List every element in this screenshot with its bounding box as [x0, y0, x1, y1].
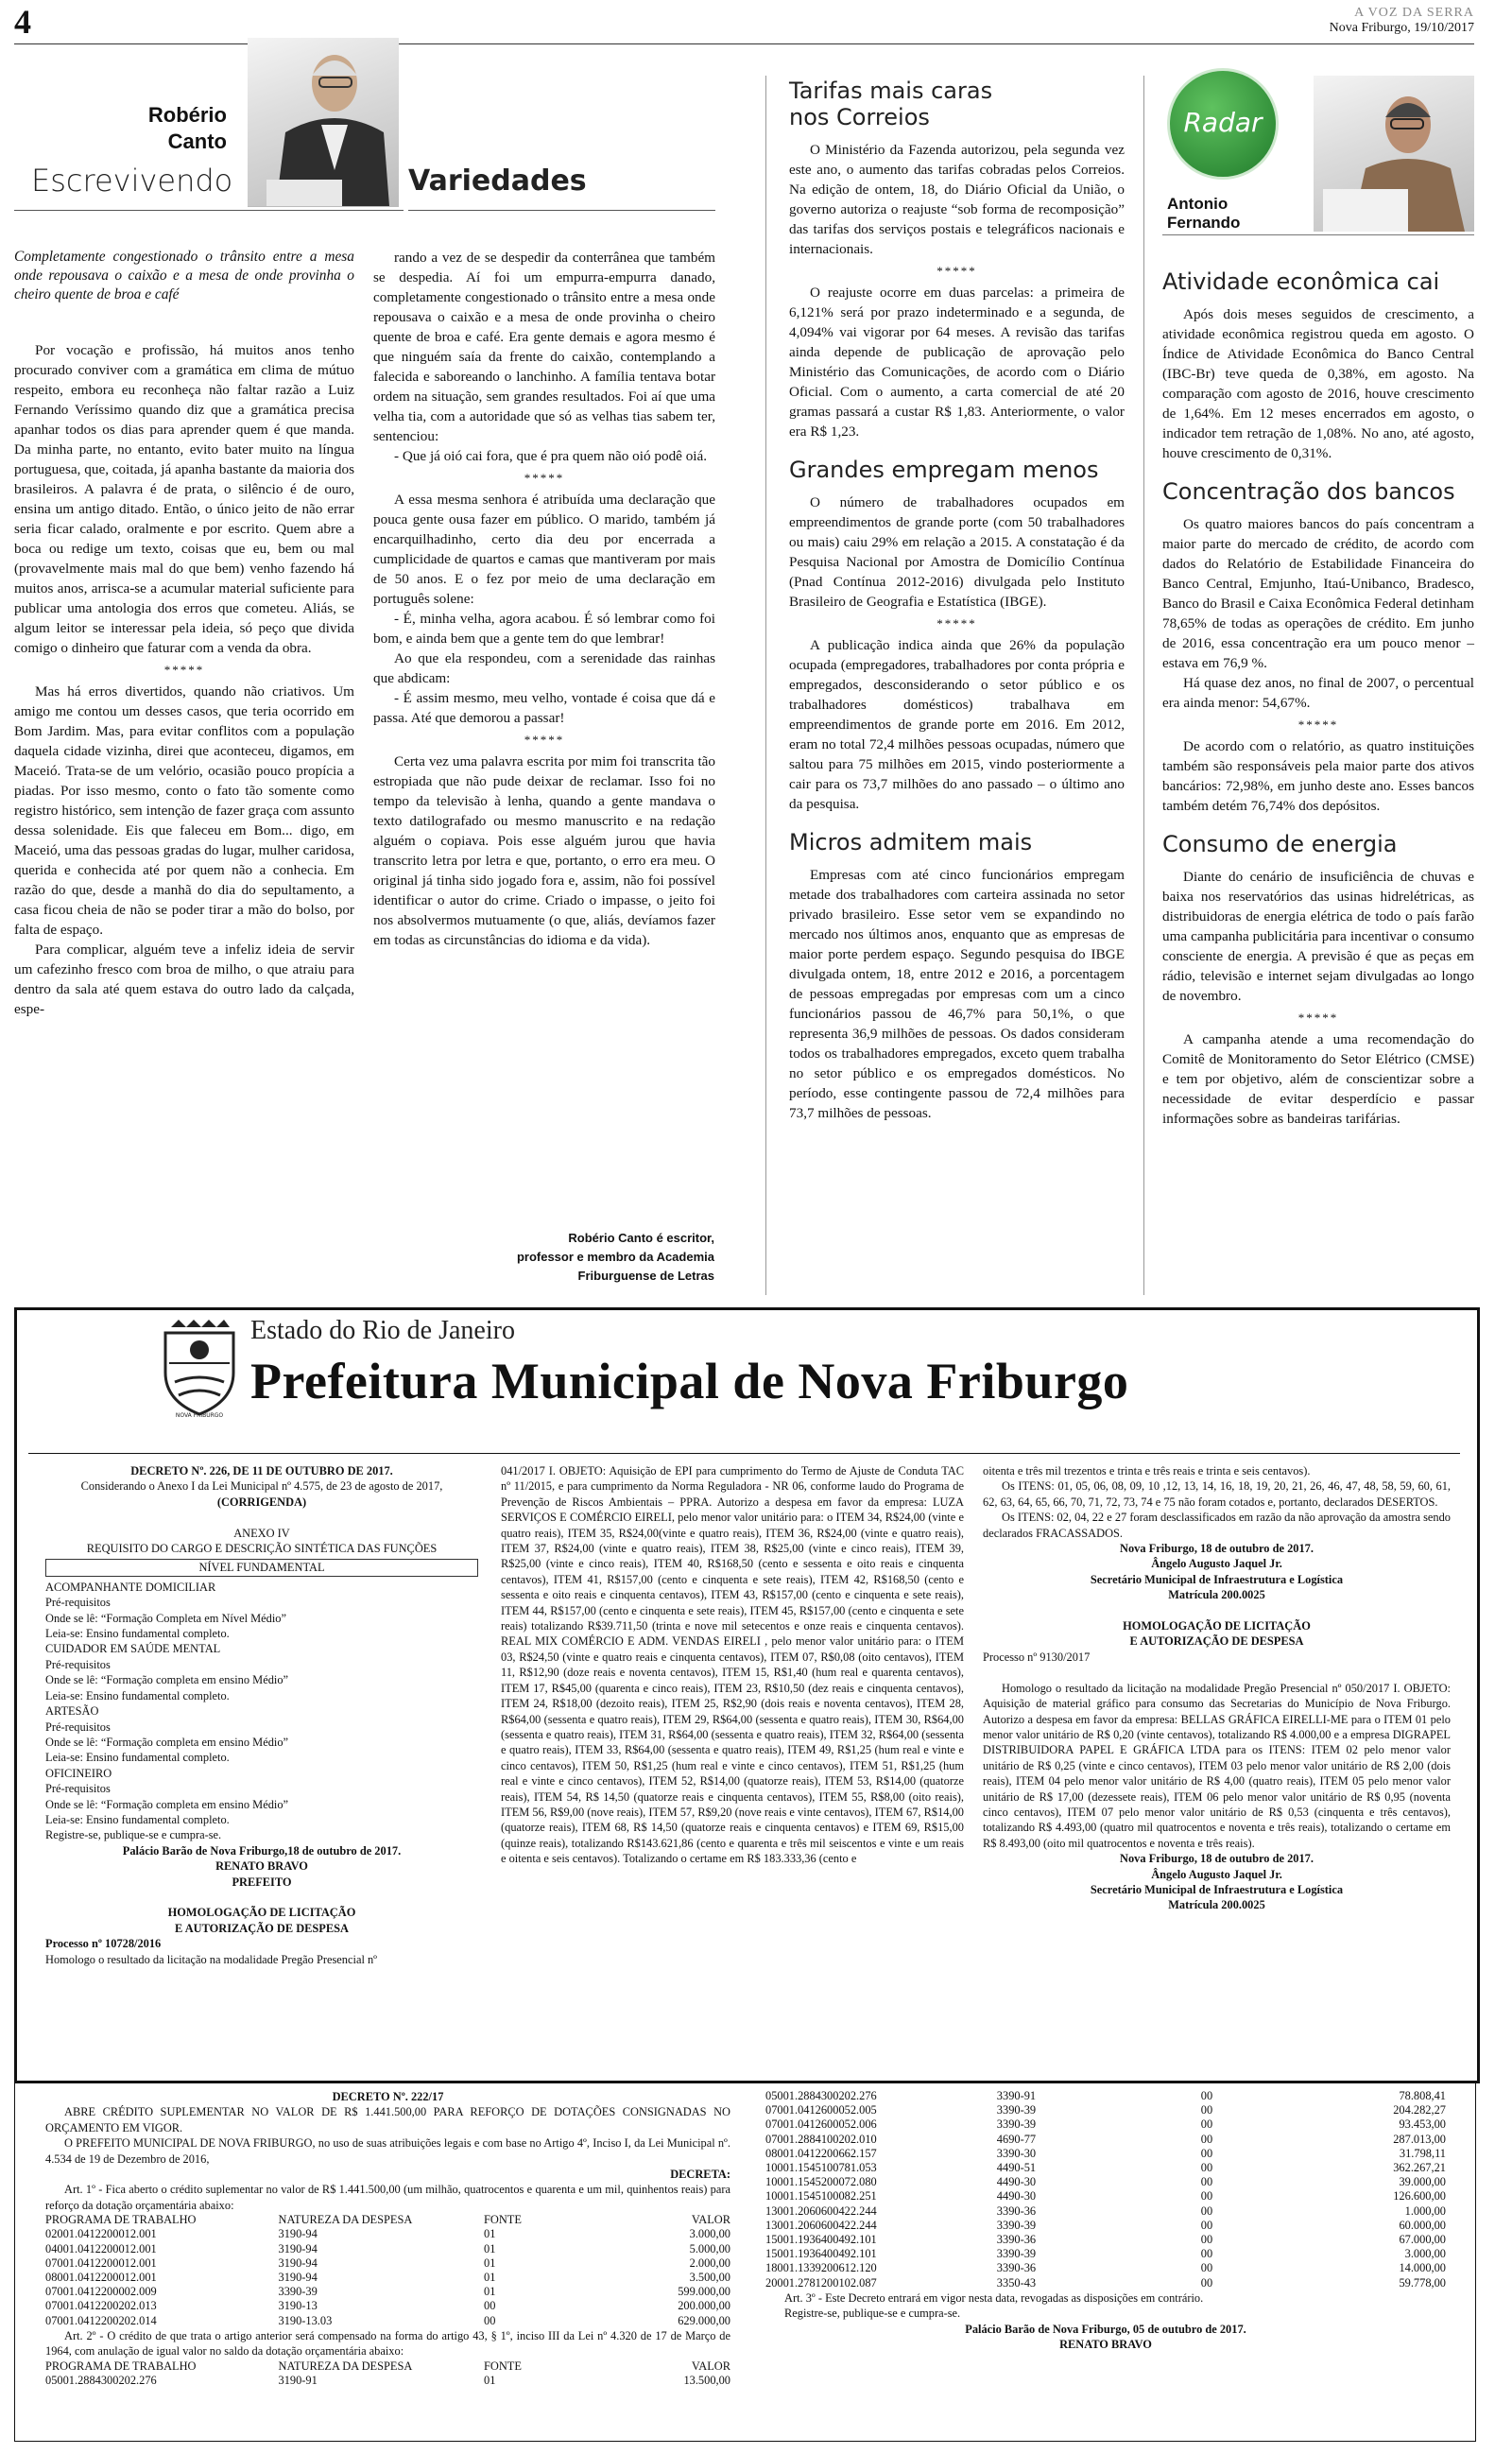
- table-cell: 00: [484, 2299, 496, 2313]
- news-body: [789, 493, 1125, 814]
- legal-line: ACOMPANHANTE DOMICILIAR: [45, 1580, 216, 1594]
- table-row: [45, 2374, 730, 2388]
- table-cell: 00: [1200, 2218, 1213, 2232]
- table-cell: 15001.1936400492.101: [765, 2247, 877, 2261]
- dotation-table: [45, 2359, 730, 2388]
- table-cell: 3390-30: [996, 2146, 1037, 2160]
- table-row: [765, 2233, 1446, 2247]
- table-cell: 01: [484, 2373, 496, 2387]
- table-cell: 10001.1545100082.251: [765, 2189, 877, 2203]
- table-header-cell: VALOR: [691, 2359, 730, 2373]
- news-body: [1162, 867, 1474, 1129]
- table-cell: 01: [484, 2241, 496, 2255]
- table-header-row: [45, 2359, 730, 2374]
- table-row: [765, 2133, 1446, 2147]
- table-row: [765, 2189, 1446, 2203]
- right-news-column: [1162, 268, 1474, 1129]
- table-row: [45, 2271, 730, 2285]
- legal-line: E AUTORIZAÇÃO DE DESPESA: [1129, 1634, 1304, 1649]
- table-row: [45, 2299, 730, 2313]
- table-row: [45, 2285, 730, 2299]
- table-cell: 10001.1545200072.080: [765, 2175, 877, 2189]
- legal-line: Ângelo Augusto Jaquel Jr.: [1151, 1557, 1282, 1571]
- legal-line: (CORRIGENDA): [216, 1495, 307, 1509]
- table-cell: 3390-36: [996, 2261, 1037, 2275]
- left-article-col2: [373, 248, 715, 950]
- legal-line: Leia-se: Ensino fundamental completo.: [45, 1751, 230, 1765]
- paragraph: - É assim mesmo, meu velho, vontade é coisa que dá e passa. Até que demorou a passar!: [373, 690, 715, 726]
- table-cell: 00: [484, 2313, 496, 2327]
- legal-line: Nova Friburgo, 18 de outubro de 2017.: [1120, 1542, 1314, 1556]
- section-stars: *****: [524, 733, 565, 747]
- table-cell: 13.500,00: [683, 2373, 730, 2387]
- table-cell: 00: [1200, 2203, 1213, 2218]
- legal-line: Registre-se, publique-se e cumpra-se.: [45, 1828, 222, 1842]
- paragraph: - É, minha velha, agora acabou. É só lembrar como foi bom, e ainda bem que a gente tem do que lembrar!: [373, 611, 715, 647]
- table-cell: 204.282,27: [1393, 2103, 1446, 2117]
- table-cell: 1.000,00: [1404, 2203, 1446, 2218]
- table-row: [765, 2247, 1446, 2261]
- legal-line: Matrícula 200.0025: [1168, 1898, 1265, 1912]
- table-header-cell: PROGRAMA DE TRABALHO: [45, 2213, 197, 2227]
- column-divider: [765, 76, 766, 1295]
- author-photo: [248, 38, 399, 207]
- decreta-label: DECRETA:: [670, 2168, 730, 2182]
- prefeitura-col-b: 041/2017 I. OBJETO: Aquisição de EPI para cumprimento do Termo de Ajuste de Conduta TAC nº 11/2015, e para cumprimento da Norma Reguladora - NR 06, conforme laudo do Programa de Prevenção de Riscos Ambientais – PPRA. Autorizo a despesa em favor da empresa: LUZA SERVIÇOS E COMÉRCIO EIRELI, pelo menor valor unitário para: o ITEM 34, R$24,00 (vinte e quatro reais), ITEM 35, R$24,00(vinte e quatro reais), ITEM 36, R$24,00 (vinte e quatro reais), ITEM 37, R$24,00 (vinte e quatro reais), ITEM 38, R$25,00 (vinte e cinco reais), ITEM 39, R$25,00 (vinte e cinco reais), ITEM 40, R$168,50 (cento e sessenta e oito reais e cinquenta centavos), ITEM 41, R$157,00 (cento e cinquenta e sete reais), ITEM 42, R$168,50 (cento e sessenta e oito reais e cinquenta centavos), ITEM 43, R$157,00 (cento e cinquenta e sete reais), ITEM 44, R$157,00 (cento e cinquenta e sete reais), ITEM 45, R$157,00 (cento e cinquenta e sete reais) totalizando R$39.711,50 (trinta e nove mil setecentos e onze reais e cinquenta centavos). REAL MIX COMÉRCIO E ADM. VENDAS EIRELI , pelo menor valor unitário para: o ITEM 03, R$24,50 (vinte e quatro reais e cinquenta centavos), ITEM 07, R$0,08 (oito centavos), ITEM 11, R$12,90 (doze reais e noventa centavos), ITEM 15, R$1,40 (hum real e quarenta centavos), ITEM 17, R$45,00 (quarenta e cinco reais), ITEM 23, R$10,50 (dez reais e cinquenta centavos), ITEM 24, R$18,00 (dezoito reais), ITEM 25, R$2,90 (dois reais e noventa centavos), ITEM 28, R$64,00 (sessenta e quatro reais), ITEM 29, R$64,00 (sessenta e quatro reais), ITEM 30, R$64,00 (sessenta e quatro reais), ITEM 31, R$64,00 (sessenta e quatro reais), ITEM 32, R$64,00 (sessenta e quatro reais), ITEM 33, R$64,00 (sessenta e quatro reais), ITEM 49, R$1,25 (hum real e vinte e cinco centavos), ITEM 50, R$1,25 (hum real e vinte e cinco centavos), ITEM 51, R$1,25 (hum real e vinte e cinco centavos), ITEM 52, R$14,00 (quatorze reais), ITEM 53, R$14,00 (quatorze reais), ITEM 54, R$ 14,50 (quatorze reais e cinquenta centavos), ITEM 55, R$8,00 (oito reais), ITEM 56, R$9,00 (nove reais), ITEM 57, R$9,20 (nove reais e vinte centavos), ITEM 67, R$14,00 (quatorze reais), ITEM 68, R$ 14,50 (quatorze reais e cinquenta centavos) e ITEM 69, R$15,00 (quinze reais), totalizando R$143.621,86 (cento e quarenta e três mil seiscentos e vinte e um reais e oitenta e seis centavos). Totalizando o certame em R$ 183.333,36 (cento e: [501, 1464, 964, 1866]
- table-cell: 4490-51: [996, 2161, 1037, 2175]
- news-body: [789, 140, 1125, 441]
- section-stars: *****: [163, 663, 205, 677]
- table-cell: 3190-94: [278, 2227, 318, 2241]
- table-row: [765, 2219, 1446, 2233]
- author-name: [113, 102, 227, 155]
- table-cell: 3190-94: [278, 2255, 318, 2270]
- legal-line: Pré-requisitos: [45, 1596, 111, 1610]
- section-stars: *****: [936, 264, 977, 278]
- table-cell: 07001.0412600052.006: [765, 2117, 877, 2132]
- table-header-cell: FONTE: [484, 2213, 522, 2227]
- table-cell: 00: [1200, 2175, 1213, 2189]
- paragraph: - Que já oió cai fora, que é pra quem não oió podê oiá.: [394, 448, 708, 464]
- legal-line: DECRETO Nº. 226, DE 11 DE OUTUBRO DE 2017.: [130, 1464, 393, 1478]
- decreto-line: ABRE CRÉDITO SUPLEMENTAR NO VALOR DE R$ 1.441.500,00 PARA REFORÇO DE DOTAÇÕES CONSIGNADAS NO ORÇAMENTO EM VIGOR.: [45, 2105, 730, 2134]
- legal-line: ARTESÃO: [45, 1704, 99, 1719]
- table-row: [45, 2227, 730, 2241]
- paragraph: De acordo com o relatório, as quatro instituições também são responsáveis pela maior parte dos ativos bancários: 72,98%, em junho deste ano. Esses bancos também detém 76,74% dos depósitos.: [1162, 738, 1474, 814]
- header-rule: [14, 43, 1474, 44]
- table-cell: 15001.1936400492.101: [765, 2233, 877, 2247]
- legal-line: HOMOLOGAÇÃO DE LICITAÇÃO: [167, 1906, 356, 1920]
- author-last: Canto: [167, 130, 227, 153]
- legal-line: Matrícula 200.0025: [1168, 1588, 1265, 1602]
- table-cell: 78.808,41: [1399, 2089, 1446, 2102]
- table-header-cell: FONTE: [484, 2359, 522, 2373]
- paragraph: Certa vez uma palavra escrita por mim foi transcrita tão estropiada que não pude deixar de reclamar. Isso foi no tempo da televisão à lenha, quando a gente mandava o texto datilografado ou mesmo manuscrito e na redação alguém o copiava. Pois esse alguém jurou que havia transcrito letra por letra e que, portanto, o erro era meu. O original já tinha sido jogado fora e, assim, não foi possível identificar o autor do crime. Criado o impasse, o jeito foi nos absolvermos mutuamente (o que, aliás, devíamos fazer em todas as circunstâncias do idioma e da vida).: [373, 753, 715, 948]
- table-cell: 00: [1200, 2275, 1213, 2290]
- table-cell: 3390-91: [996, 2089, 1037, 2102]
- paragraph: Para complicar, alguém teve a infeliz ideia de servir um cafezinho fresco com broa de milho, o que atraiu para dentro da sala até quem estava do outro lado da calçada, espe-: [14, 942, 354, 1017]
- table-cell: 3190-13.03: [278, 2313, 333, 2327]
- table-cell: 13001.2060600422.244: [765, 2218, 877, 2232]
- palace-line: Palácio Barão de Nova Friburgo, 05 de outubro de 2017.: [965, 2322, 1246, 2336]
- section-stars: *****: [524, 471, 565, 485]
- article-lead: Completamente congestionado o trânsito entre a mesa onde repousava o caixão e a mesa de onde provinha o cheiro quente de broa e café: [14, 249, 354, 302]
- paragraph: Os quatro maiores bancos do país concentram a maior parte do mercado de crédito, de acordo com dados do Relatório de Estabilidade Financeira do Banco Central, Emjunho, Itaú-Unibanco, Bradesco, Banco do Brasil e Caixa Econômica Federal detinham 78,65% de todas as operações de crédito. Em junho de 2016, essa concentração era um pouco menor – estava em 76,9 %.: [1162, 516, 1474, 671]
- legal-line: HOMOLOGAÇÃO DE LICITAÇÃO: [1123, 1619, 1311, 1633]
- table-cell: 00: [1200, 2233, 1213, 2247]
- legal-line: Ângelo Augusto Jaquel Jr.: [1151, 1867, 1282, 1881]
- legal-line: Considerando o Anexo I da Lei Municipal nº 4.575, de 23 de agosto de 2017,: [80, 1479, 443, 1494]
- legal-line: CUIDADOR EM SAÚDE MENTAL: [45, 1642, 221, 1656]
- news-title: Micros admitem mais: [789, 829, 1033, 855]
- table-cell: 00: [1200, 2247, 1213, 2261]
- title-rule: [14, 210, 404, 211]
- signer: RENATO BRAVO: [1059, 2338, 1152, 2352]
- legal-line: Nova Friburgo, 18 de outubro de 2017.: [1120, 1852, 1314, 1866]
- decreto-line: O PREFEITO MUNICIPAL DE NOVA FRIBURGO, no uso de suas atribuições legais e com base no Artigo 4º, Inciso I, da Lei Municipal nº. 4.534 de 19 de Dezembro de 2016,: [45, 2136, 730, 2166]
- table-cell: 01: [484, 2255, 496, 2270]
- legal-line: Pré-requisitos: [45, 1657, 111, 1671]
- legal-line: Leia-se: Ensino fundamental completo.: [45, 1627, 230, 1641]
- radar-author: [1167, 195, 1240, 233]
- table-cell: 3190-13: [278, 2299, 318, 2313]
- prefeitura-title: Prefeitura Municipal de Nova Friburgo: [250, 1353, 1129, 1409]
- paragraph: A campanha atende a uma recomendação do Comitê de Monitoramento do Setor Elétrico (CMSE) e tem por objetivo, além de conscientizar sobre a necessidade de evitar desperdício e passar informações sobre as bandeiras tarifárias.: [1162, 1031, 1474, 1127]
- table-row: [765, 2175, 1446, 2189]
- left-article-col1: [14, 340, 354, 1019]
- table-row: [45, 2242, 730, 2256]
- table-cell: 07001.0412200002.009: [45, 2285, 157, 2299]
- table-cell: 2.000,00: [689, 2255, 730, 2270]
- table-cell: 00: [1200, 2146, 1213, 2160]
- table-cell: 00: [1200, 2261, 1213, 2275]
- paragraph: Empresas com até cinco funcionários empregam metade dos trabalhadores com carteira assinada no setor privado brasileiro. Esse setor vem se expandindo no mercado nos últimos anos, enquanto que as empresas de maior porte perdem espaço. Segundo pesquisa do IBGE divulgada ontem, 18, entre 2012 e 2016, a porcentagem de pessoas empregadas por empresas com um a cinco funcionários passou de 46,7% para 50,1%, o que representa 36,9 milhões de pessoas. Os dados consideram todos os trabalhadores empregados, exceto quem trabalha no setor público e os empregados domésticos. No período, esse contingente passou de 72,4 milhões para 73,7 milhões de pessoas.: [789, 867, 1125, 1121]
- news-body: [1162, 304, 1474, 463]
- table-cell: 3350-43: [996, 2275, 1037, 2290]
- paragraph: Ao que ela respondeu, com a serenidade das rainhas que abdicam:: [373, 650, 715, 686]
- table-row: [45, 2256, 730, 2271]
- legal-line: Os ITENS: 01, 05, 06, 08, 09, 10 ,12, 13, 14, 16, 18, 19, 20, 21, 26, 46, 47, 48, 58, 59, 60, 61, 62, 63, 64, 65, 66, 70, 71, 72, 73, 74 e 75 não foram cotados e, portanto, declarados DESERTOS.: [983, 1479, 1451, 1509]
- legal-line: Processo nº 9130/2017: [983, 1650, 1091, 1664]
- article-2: Art. 2º - O crédito de que trata o artigo anterior será compensado na forma do artigo 43, § 1º, inciso III da Lei nº 4.320 de 17 de Março de 1964, com anulação de igual valor no saldo da dotação orçamentária abaixo:: [45, 2328, 730, 2359]
- table-cell: 10001.1545100781.053: [765, 2161, 877, 2175]
- table-cell: 07001.0412200202.014: [45, 2313, 157, 2327]
- legal-line: PREFEITO: [232, 1875, 292, 1889]
- table-row: [765, 2089, 1446, 2103]
- register-line: Registre-se, publique-se e cumpra-se.: [784, 2307, 961, 2321]
- table-cell: 00: [1200, 2117, 1213, 2132]
- paragraph: Há quase dez anos, no final de 2007, o percentual era ainda menor: 54,67%.: [1162, 675, 1474, 711]
- news-body: [789, 865, 1125, 1123]
- table-cell: 67.000,00: [1399, 2233, 1446, 2247]
- news-title: Atividade econômica cai: [1162, 268, 1440, 295]
- legal-line: Homologo o resultado da licitação na modalidade Pregão Presencial nº: [45, 1952, 378, 1966]
- radar-rule: [1162, 234, 1474, 235]
- legal-line: Secretário Municipal de Infraestrutura e Logística: [1090, 1572, 1344, 1586]
- table-cell: 14.000,00: [1399, 2261, 1446, 2275]
- table-cell: 3.500,00: [689, 2271, 730, 2285]
- legal-line: RENATO BRAVO: [215, 1859, 308, 1874]
- legal-line: Palácio Barão de Nova Friburgo,18 de outubro de 2017.: [122, 1843, 402, 1858]
- legal-line: [45, 1890, 478, 1905]
- article-title: Variedades: [408, 164, 587, 198]
- table-cell: 4490-30: [996, 2175, 1037, 2189]
- legal-line: Pré-requisitos: [45, 1782, 111, 1796]
- table-cell: 3190-94: [278, 2271, 318, 2285]
- table-cell: 3390-36: [996, 2203, 1037, 2218]
- column-divider: [1143, 76, 1144, 1295]
- section-label: Escrevivendo: [31, 163, 233, 199]
- legal-line: Secretário Municipal de Infraestrutura e Logística: [1090, 1882, 1344, 1896]
- legal-line: Onde se lê: “Formação Completa em Nível Médio”: [45, 1611, 286, 1625]
- table-cell: 02001.0412200012.001: [45, 2227, 157, 2241]
- table-header-cell: PROGRAMA DE TRABALHO: [45, 2359, 197, 2373]
- city-seal: [156, 1316, 243, 1418]
- dotation-table: [765, 2089, 1446, 2290]
- legal-line: Onde se lê: “Formação completa em ensino Médio”: [45, 1797, 289, 1811]
- table-cell: 3.000,00: [1404, 2247, 1446, 2261]
- paragraph: O Ministério da Fazenda autorizou, pela segunda vez este ano, o aumento das tarifas cobradas pelos Correios. Na edição de ontem, 18, do Diário Oficial da União, o governo autoriza o reajuste “sob forma de recomposição” das tarifas dos serviços postais e telegráficos nacionais e internacionais.: [789, 142, 1125, 257]
- legal-line: ANEXO IV: [233, 1526, 290, 1540]
- date-line: Nova Friburgo, 19/10/2017: [1329, 21, 1474, 35]
- table-cell: 3190-94: [278, 2241, 318, 2255]
- seal-text: NOVA FRIBURGO: [175, 1412, 224, 1418]
- legal-line: Os ITENS: 02, 04, 22 e 27 foram desclassificados em razão da não aprovação da amostra sendo declarados FRACASSADOS.: [983, 1511, 1451, 1540]
- author-first: Robério: [147, 103, 227, 127]
- author-photo: [1314, 76, 1474, 232]
- legal-line: Pré-requisitos: [45, 1720, 111, 1734]
- legal-line: oitenta e três mil trezentos e trinta e três reais e trinta e seis centavos).: [983, 1464, 1311, 1478]
- table-header-row: [45, 2213, 730, 2227]
- table-cell: 13001.2060600422.244: [765, 2203, 877, 2218]
- section-stars: *****: [1297, 717, 1339, 732]
- legal-line: Leia-se: Ensino fundamental completo.: [45, 1688, 230, 1702]
- legal-line: [45, 1510, 478, 1525]
- table-cell: 07001.0412600052.005: [765, 2103, 877, 2117]
- table-cell: 39.000,00: [1399, 2175, 1446, 2189]
- table-row: [765, 2103, 1446, 2117]
- article-3: Art. 3º - Este Decreto entrará em vigor nesta data, revogadas as disposições em contrário.: [784, 2290, 1204, 2305]
- legal-line: Homologo o resultado da licitação na modalidade Pregão Presencial nº 050/2017 I. OBJETO: Aquisição de material gráfico para consumo das Secretarias do Município de Nova Friburgo. Autorizo a despesa em favor da empresa: BELLAS GRÁFICA EIRELLI-ME para o ITEM 01 pelo menor valor unitário de R$ 0,20 (vinte centavos), totalizando R$ 4.000,00 e a empresa DIGRAPEL DISTRIBUIDORA PAPEL E GRÁFICA LTDA para os ITENS: ITEM 02 pelo menor valor unitário de R$ 0,25 (vinte e cinco centavos), ITEM 03 pelo menor valor unitário de R$ 2,00 (dois reais), ITEM 04 pelo menor valor unitário de R$ 4,00 (quatro reais), ITEM 05 pelo menor valor unitário de R$ 17,00 (dezessete reais), ITEM 06 pelo menor valor unitário de R$ 0,95 (noventa cinco centavos), ITEM 07 pelo menor valor unitário de R$ 0,53 (cinquenta e três centavos), totalizando R$ 4.493,00 (quatro mil quatrocentos e noventa e três reais), totalizando o certame em R$ 8.493,00 (oito mil quatrocentos e noventa e três reais).: [983, 1681, 1451, 1850]
- table-cell: 60.000,00: [1399, 2218, 1446, 2232]
- legal-line: REQUISITO DO CARGO E DESCRIÇÃO SINTÉTICA DAS FUNÇÕES: [86, 1542, 438, 1556]
- table-row: [765, 2261, 1446, 2275]
- table-cell: 07001.0412200202.013: [45, 2299, 157, 2313]
- article-1: Art. 1º - Fica aberto o crédito suplementar no valor de R$ 1.441.500,00 (um milhão, quatrocentos e quarenta e um mil, quinhentos reais) para reforço da dotação orçamentária abaixo:: [45, 2183, 730, 2212]
- legal-line: [983, 1665, 1451, 1680]
- table-cell: 3.000,00: [689, 2227, 730, 2241]
- paragraph: Diante do cenário de insuficiência de chuvas e baixa nos reservatórios das usinas hidrelétricas, as distribuidoras de energia elétrica de todo o país farão uma campanha publicitária para incentivar o consumo consciente de energia. A previsão é que as peças em rádio, televisão e internet sejam divulgadas ao longo de novembro.: [1162, 869, 1474, 1004]
- decreto-left: [45, 2089, 730, 2388]
- table-cell: 126.600,00: [1393, 2189, 1446, 2203]
- news-body: [1162, 514, 1474, 816]
- legal-line: Onde se lê: “Formação completa em ensino Médio”: [45, 1735, 289, 1749]
- table-cell: 3390-39: [996, 2117, 1037, 2132]
- table-header-cell: VALOR: [691, 2213, 730, 2227]
- table-cell: 00: [1200, 2089, 1213, 2102]
- paragraph: A publicação indica ainda que 26% da população ocupada (empregadores, trabalhadores por conta própria e empregados, desconsiderando o setor público e os trabalhadores domésticos) trabalhava em empreendimentos de grande porte em 2016. Em 2012, eram no total 72,4 milhões pessoas ocupadas, número que saltou para 75 milhões em 2015, vindo posteriormente a cair para os 73,7 milhões do ano passado – o último ano da pesquisa.: [789, 637, 1125, 812]
- table-cell: 5.000,00: [689, 2241, 730, 2255]
- table-header-cell: NATUREZA DA DESPESA: [278, 2213, 413, 2227]
- table-cell: 07001.0412200012.001: [45, 2255, 157, 2270]
- table-cell: 01: [484, 2227, 496, 2241]
- table-row: [765, 2161, 1446, 2175]
- table-cell: 3390-39: [996, 2247, 1037, 2261]
- author-signature: [454, 1229, 714, 1286]
- prefeitura-col-a: [45, 1463, 478, 1967]
- table-cell: 00: [1200, 2103, 1213, 2117]
- table-cell: 05001.2884300202.276: [765, 2089, 877, 2102]
- table-cell: 93.453,00: [1399, 2117, 1446, 2132]
- paragraph: Mas há erros divertidos, quando não criativos. Um amigo me contou um desses casos, que teria ocorrido em Bom Jardim. Mas, para evitar conflitos com a população daquela cidade vizinha, direi que aconteceu, digamos, em Maceió. Trata-se de um velório, ocasião pouco propícia a piadas. Por isso mesmo, conto o fato tão somente como registro histórico, sem intenção de fazer graça com assunto dessa solenidade. Eis que faleceu em Bom... digo, em Maceió, uma das pessoas gradas do lugar, mulher caridosa, querida e conhecida até por quem não a conhecia. Em razão do que, desde a manhã do dia do sepultamento, a casa ficou cheia de não se poder tirar a mão do bolso, por falta de espaço.: [14, 683, 354, 938]
- table-cell: 3390-39: [996, 2103, 1037, 2117]
- table-cell: 07001.2884100202.010: [765, 2132, 877, 2146]
- paragraph: Por vocação e profissão, há muitos anos tenho procurado conviver com a gramática em clima de mútuo respeito, embora eu reconheça não faltar razão a Luiz Fernando Veríssimo quando diz que a gramática precisa apanhar todos os dias para aprender quem é que manda. Da minha parte, no entanto, evito bater muito na língua portuguesa, que, coitada, já apanha bastante da maioria dos brasileiros. A palavra é de prata, o silêncio é de ouro, ensina um antigo ditado. Então, o único jeito de não errar seria ficar calado, oralmente e por escrito. Quem abre a boca ou redige um texto, coisas que eu, bem ou mal (provavelmente mais mal do que bem) venho fazendo há muitos anos, arrisca-se a acumular material suficiente para publicar uma antologia dos erros que cometeu. Aliás, se algum leitor se interessar pela ideia, só peço que divida comigo o dinheiro que faturar com a venda da obra.: [14, 342, 354, 656]
- table-cell: 3390-36: [996, 2233, 1037, 2247]
- radar-label: Radar: [1183, 107, 1263, 138]
- paragraph: Após dois meses seguidos de crescimento, a atividade econômica registrou queda em agosto. O Índice de Atividade Econômica do Banco Central (IBC-Br) teve queda de 0,38%, em agosto. Na comparação com agosto de 2016, houve crescimento de 1,64%. Em 12 meses encerrados em agosto, o indicador tem retração de 1,08%. No ano, até agosto, houve crescimento de 0,31%.: [1162, 306, 1474, 461]
- table-row: [765, 2147, 1446, 2161]
- table-cell: 629.000,00: [678, 2313, 730, 2327]
- table-cell: 00: [1200, 2161, 1213, 2175]
- table-cell: 20001.2781200102.087: [765, 2275, 877, 2290]
- signature-line: Friburguense de Letras: [577, 1269, 714, 1283]
- news-title: Tarifas mais caras nos Correios: [789, 78, 993, 130]
- paper-name: A VOZ DA SERRA: [1354, 6, 1474, 20]
- table-cell: 00: [1200, 2189, 1213, 2203]
- table-cell: 01: [484, 2285, 496, 2299]
- legal-line: Onde se lê: “Formação completa em ensino Médio”: [45, 1673, 289, 1687]
- section-stars: *****: [1297, 1011, 1339, 1025]
- page-number: 4: [14, 3, 31, 41]
- dotation-table: [45, 2213, 730, 2328]
- prefeitura-col-c: [983, 1463, 1451, 1913]
- table-cell: 287.013,00: [1393, 2132, 1446, 2146]
- table-header-cell: NATUREZA DA DESPESA: [278, 2359, 413, 2373]
- radar-author-first: Antonio: [1167, 195, 1228, 213]
- table-cell: 01: [484, 2271, 496, 2285]
- news-title: Consumo de energia: [1162, 831, 1398, 857]
- table-cell: 3390-39: [996, 2218, 1037, 2232]
- title-rule-2: [408, 210, 715, 211]
- radar-author-last: Fernando: [1167, 214, 1241, 232]
- signature-line: professor e membro da Academia: [516, 1250, 714, 1264]
- table-cell: 3390-39: [278, 2285, 318, 2299]
- table-cell: 200.000,00: [678, 2299, 730, 2313]
- table-cell: 00: [1200, 2132, 1213, 2146]
- paragraph: A essa mesma senhora é atribuída uma declaração que pouca gente ousa fazer em público. O marido, também já encarquilhadinho, certo dia deu por encerrada a cumplicidade de quartos e camas que mantiveram por mais de 50 anos. E o fez por meio de uma declaração em português solene:: [373, 492, 715, 607]
- table-row: [45, 2314, 730, 2328]
- table-row: [765, 2204, 1446, 2219]
- decreto-title: DECRETO Nº. 222/17: [332, 2090, 444, 2103]
- table-cell: 362.267,21: [1393, 2161, 1446, 2175]
- paragraph: O número de trabalhadores ocupados em empreendimentos de grande porte (com 50 trabalhadores ou mais) caiu 29% em relação a 2015. A constatação é da Pesquisa Nacional por Amostra de Domicílio Contínua (Pnad Contínua 2012-2016) divulgada pelo Instituto Brasileiro de Geografia e Estatística (IBGE).: [789, 494, 1125, 610]
- table-cell: 18001.1339200612.120: [765, 2261, 877, 2275]
- table-cell: 08001.0412200012.001: [45, 2271, 157, 2285]
- paragraph: rando a vez de se despedir da conterrânea que também se despedia. Aí foi um empurra-empurra danado, completamente congestionado o trânsito entre a mesa onde repousava o caixão e a mesa de onde provinha o cheiro quente de broa e café. Era gente demais e agora mesmo é que ninguém saía da frente do caixão, contemplando a falecida e saboreando o lanchinho. A família tentava botar ordem na situação, sem grandes resultados. Foi aí que uma velha tia, com a autoridade que só as velhas tias sabem ter, sentenciou:: [373, 250, 715, 444]
- legal-line: OFICINEIRO: [45, 1766, 112, 1780]
- legal-line: NÍVEL FUNDAMENTAL: [45, 1559, 478, 1576]
- legal-line: Processo nº 10728/2016: [45, 1937, 162, 1951]
- section-stars: *****: [936, 616, 977, 631]
- table-cell: 59.778,00: [1399, 2275, 1446, 2290]
- legal-line: [983, 1603, 1451, 1618]
- table-cell: 3190-91: [278, 2373, 318, 2387]
- table-cell: 4490-30: [996, 2189, 1037, 2203]
- table-row: [765, 2276, 1446, 2290]
- table-cell: 08001.0412200662.157: [765, 2146, 877, 2160]
- legal-line: Leia-se: Ensino fundamental completo.: [45, 1812, 230, 1826]
- table-cell: 4690-77: [996, 2132, 1037, 2146]
- table-cell: 599.000,00: [678, 2285, 730, 2299]
- middle-news-column: [789, 78, 1125, 1123]
- news-title: Concentração dos bancos: [1162, 478, 1455, 505]
- legal-line: E AUTORIZAÇÃO DE DESPESA: [175, 1921, 349, 1935]
- table-cell: 05001.2884300202.276: [45, 2373, 157, 2387]
- news-title: Grandes empregam menos: [789, 457, 1099, 483]
- table-cell: 04001.0412200012.001: [45, 2241, 157, 2255]
- table-row: [765, 2117, 1446, 2132]
- signature-line: Robério Canto é escritor,: [568, 1231, 714, 1245]
- paragraph: O reajuste ocorre em duas parcelas: a primeira de 6,121% será por prazo indeterminado e a segunda, de 4,094% vai vigorar por 64 meses. A revisão das tarifas ainda depende de publicação de aprovação pelo Ministério das Comunicações, de acordo com o Diário Oficial. Com o aumento, a carta comercial de até 20 gramas passará a custar R$ 1,83. Anteriormente, o valor era R$ 1,23.: [789, 285, 1125, 440]
- decreto-right: [765, 2089, 1446, 2352]
- table-cell: 31.798,11: [1399, 2146, 1446, 2160]
- state-name: Estado do Rio de Janeiro: [250, 1316, 515, 1345]
- radar-logo: [1167, 68, 1279, 180]
- prefeitura-rule: [28, 1453, 1460, 1454]
